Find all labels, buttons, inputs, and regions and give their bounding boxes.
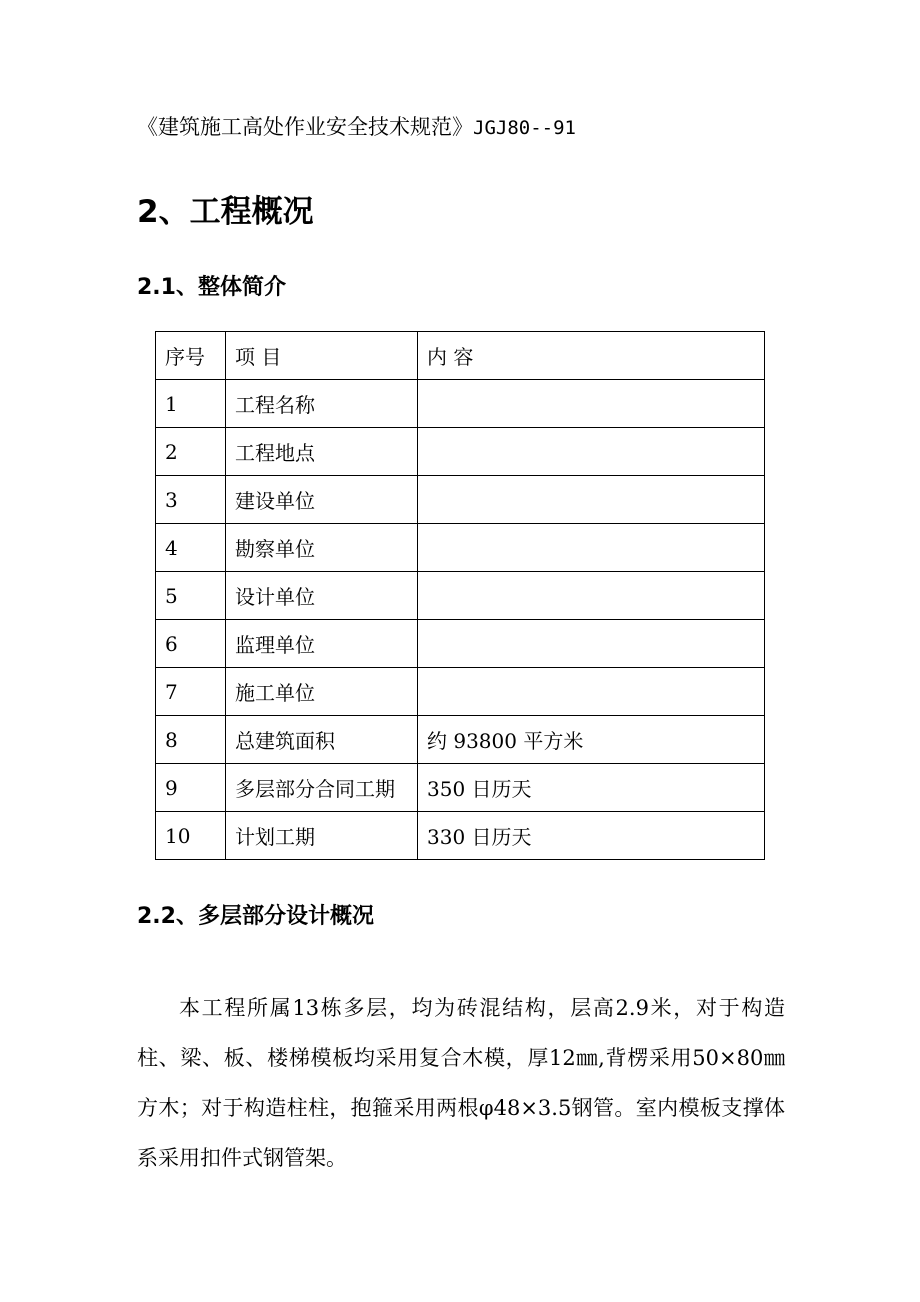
table-row xyxy=(156,572,765,620)
section-title: 2、工程概况 xyxy=(137,194,314,230)
cell-item: 施工单位 xyxy=(226,668,418,716)
cell-index: 1 xyxy=(156,380,226,428)
cell-content xyxy=(418,476,765,524)
cell-index: 6 xyxy=(156,620,226,668)
header-cell-index: 序号 xyxy=(156,332,226,380)
reference-standard xyxy=(137,112,576,143)
cell-item: 工程地点 xyxy=(226,428,418,476)
cell-item: 设计单位 xyxy=(226,572,418,620)
cell-index: 8 xyxy=(156,716,226,764)
cell-item: 多层部分合同工期 xyxy=(226,764,418,812)
cell-content xyxy=(418,380,765,428)
table-row xyxy=(156,380,765,428)
header-cell-content: 内 容 xyxy=(418,332,765,380)
cell-index: 2 xyxy=(156,428,226,476)
cell-index: 9 xyxy=(156,764,226,812)
cell-content xyxy=(418,620,765,668)
table-row xyxy=(156,524,765,572)
table-row xyxy=(156,476,765,524)
cell-content: 350 日历天 xyxy=(418,764,765,812)
cell-index: 10 xyxy=(156,812,226,860)
cell-index: 4 xyxy=(156,524,226,572)
cell-item: 工程名称 xyxy=(226,380,418,428)
cell-content: 330 日历天 xyxy=(418,812,765,860)
cell-content xyxy=(418,572,765,620)
cell-item: 总建筑面积 xyxy=(226,716,418,764)
table-row xyxy=(156,764,765,812)
cell-index: 5 xyxy=(156,572,226,620)
subsection-title-design: 2.2、多层部分设计概况 xyxy=(137,904,374,929)
header-cell-item: 项 目 xyxy=(226,332,418,380)
table-row xyxy=(156,716,765,764)
table-row xyxy=(156,620,765,668)
cell-index: 7 xyxy=(156,668,226,716)
table-header-row xyxy=(156,332,765,380)
table-row xyxy=(156,812,765,860)
cell-content xyxy=(418,524,765,572)
cell-index: 3 xyxy=(156,476,226,524)
table-row xyxy=(156,668,765,716)
cell-item: 建设单位 xyxy=(226,476,418,524)
reference-title: 《建筑施工高处作业安全技术规范》 xyxy=(137,115,473,139)
reference-code: JGJ80--91 xyxy=(473,117,576,139)
table-row xyxy=(156,428,765,476)
project-overview-table xyxy=(155,331,765,860)
design-overview-paragraph: 本工程所属13栋多层，均为砖混结构，层高2.9米，对于构造柱、梁、板、楼梯模板均采用复合木模，厚12㎜,背楞采用50×80㎜方木；对于构造柱柱，抱箍采用两根φ48×3.5钢管。室内模板支撑体系采用扣件式钢管架。 xyxy=(137,996,785,1170)
subsection-title-overview: 2.1、整体简介 xyxy=(137,275,286,300)
cell-content xyxy=(418,428,765,476)
cell-item: 勘察单位 xyxy=(226,524,418,572)
cell-item: 计划工期 xyxy=(226,812,418,860)
cell-content: 约 93800 平方米 xyxy=(418,716,765,764)
cell-item: 监理单位 xyxy=(226,620,418,668)
cell-content xyxy=(418,668,765,716)
